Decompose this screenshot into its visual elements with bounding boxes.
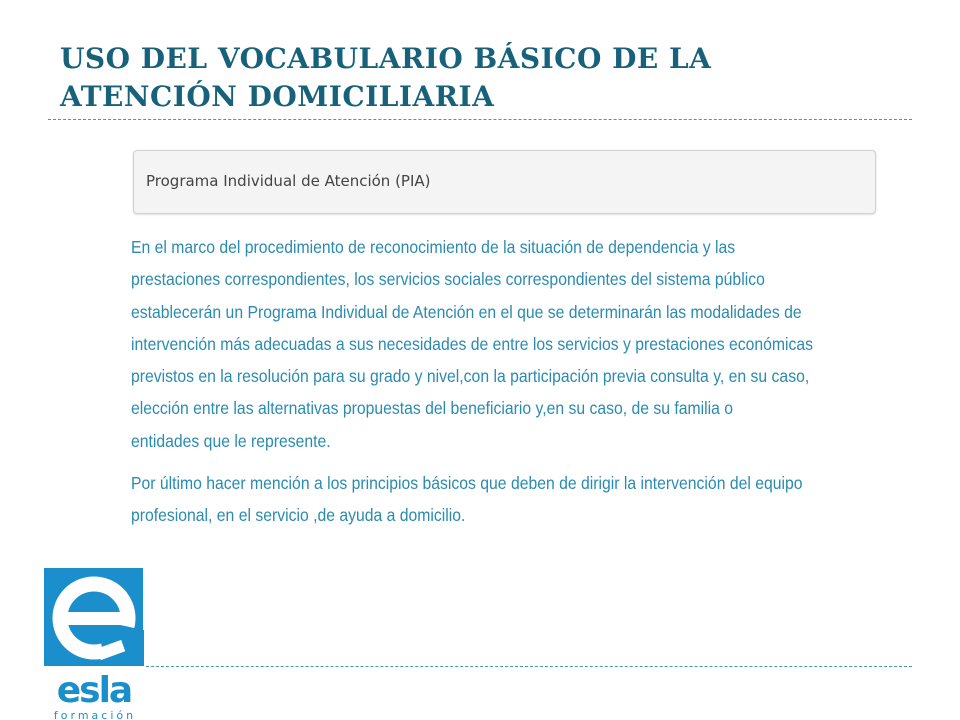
paragraph-line: profesional, en el servicio ,de ayuda a domicilio. xyxy=(131,505,466,526)
esla-logo xyxy=(44,568,144,720)
paragraph-line: En el marco del procedimiento de reconocimiento de la situación de dependencia y las xyxy=(131,237,736,257)
paragraph-line: Por último hacer mención a los principios básicos que deben de dirigir la intervención del equipo xyxy=(131,473,803,493)
slide-title xyxy=(60,40,920,116)
bottom-divider xyxy=(146,666,912,667)
paragraph-line: elección entre las alternativas propuestas del beneficiario y,en su caso, de su familia o xyxy=(131,398,734,419)
top-divider xyxy=(48,119,912,120)
paragraph-line: establecerán un Programa Individual de Atención en el que se determinarán las modalidades de xyxy=(131,301,802,322)
svg-text:formación: formación xyxy=(53,709,137,720)
definition-paragraph xyxy=(131,231,813,457)
term-box xyxy=(133,150,876,214)
title-line: USO DEL VOCABULARIO BÁSICO DE LA xyxy=(60,42,712,75)
paragraph-line: intervención más adecuadas a sus necesidades de entre los servicios y prestaciones económicas xyxy=(131,333,814,354)
svg-text:esla: esla xyxy=(56,670,132,711)
paragraph-line: prestaciones correspondientes, los servicios sociales correspondientes del sistema público xyxy=(131,269,765,290)
paragraph-line: previstos en la resolución para su grado y nivel,con la participación previa consulta y, en su caso, xyxy=(131,366,810,387)
paragraph-line: entidades que le represente. xyxy=(131,430,331,451)
closing-paragraph xyxy=(131,467,803,532)
title-line: ATENCIÓN DOMICILIARIA xyxy=(60,80,495,113)
term-box-label: Programa Individual de Atención (PIA) xyxy=(146,172,431,190)
